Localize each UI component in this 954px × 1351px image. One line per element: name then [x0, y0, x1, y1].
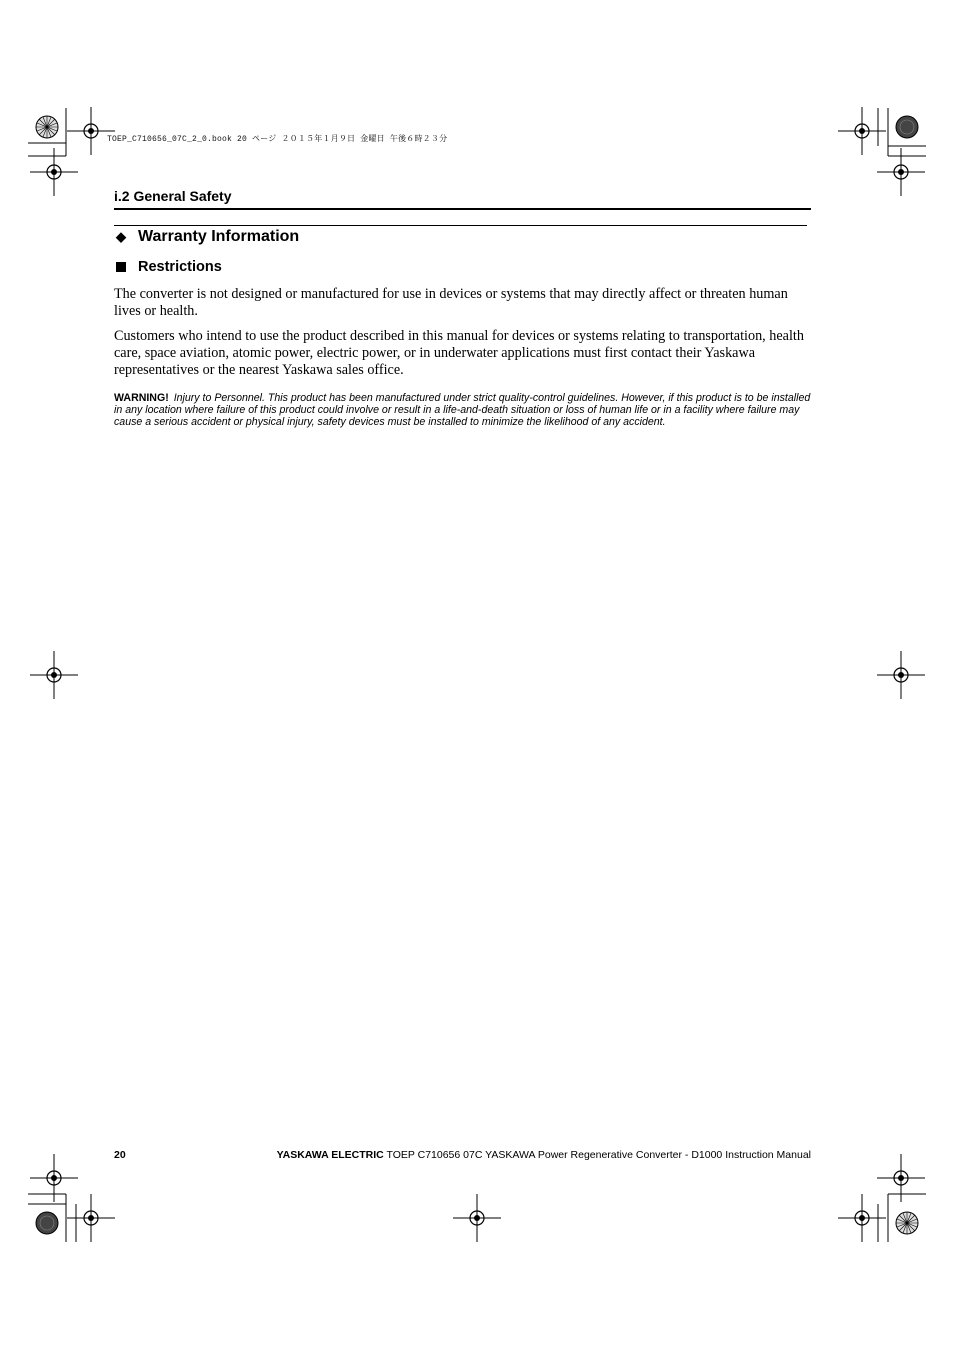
registration-mark-icon	[30, 651, 78, 699]
color-bar-circle-icon	[896, 116, 918, 138]
warning-block	[114, 392, 811, 428]
registration-mark-icon	[67, 107, 115, 155]
subheading-text: Restrictions	[138, 259, 222, 275]
color-bar-circle-icon	[36, 1212, 58, 1234]
page-title-text: Warranty Information	[138, 228, 300, 245]
registration-mark-icon	[838, 1194, 886, 1242]
paragraph: The converter is not designed or manufactured for use in devices or systems that may directly affect or threaten human lives or health.	[114, 286, 788, 319]
registration-mark-icon	[838, 107, 886, 155]
page-title	[116, 228, 299, 246]
registration-mark-icon	[453, 1194, 501, 1242]
section-heading: i.2 General Safety	[114, 188, 232, 204]
footer-document	[277, 1149, 811, 1161]
page-number: 20	[114, 1149, 126, 1161]
square-bullet-icon	[116, 262, 126, 272]
footer-document-title: TOEP C710656 07C YASKAWA Power Regenerative Converter - D1000 Instruction Manual	[386, 1149, 811, 1161]
paragraph: Customers who intend to use the product described in this manual for devices or systems relating to transportation, health care, space aviation, atomic power, electric power, or in underwater applications must first contact their Yaskawa representatives or the nearest Yaskawa sales office.	[114, 328, 804, 378]
subheading	[116, 259, 222, 275]
heading-rule	[114, 225, 807, 226]
print-slug: TOEP_C710656_07C_2_0.book 20 ページ ２０１５年１月９日 金曜日 午後６時２３分	[107, 135, 448, 144]
registration-mark-icon	[877, 148, 925, 196]
footer-brand: YASKAWA ELECTRIC	[276, 1149, 384, 1161]
registration-mark-icon	[67, 1194, 115, 1242]
diamond-bullet-icon: ◆	[116, 229, 126, 244]
registration-mark-icon	[30, 148, 78, 196]
color-bar-circle-icon	[896, 1212, 918, 1234]
color-bar-circle-icon	[36, 116, 58, 138]
warning-label: WARNING!	[114, 392, 169, 404]
warning-text: Injury to Personnel. This product has been manufactured under strict quality-control guidelines. However, if this product is to be installed in any location where failure of this product could involve or result in a life-and-death situation or loss of human life or in a facility where failure may cause a serious accident or physical injury, safety devices must be installed to minimize the likelihood of any accident.	[114, 392, 811, 428]
registration-mark-icon	[30, 1154, 78, 1202]
registration-mark-icon	[877, 1154, 925, 1202]
registration-mark-icon	[877, 651, 925, 699]
header-rule	[114, 208, 811, 210]
